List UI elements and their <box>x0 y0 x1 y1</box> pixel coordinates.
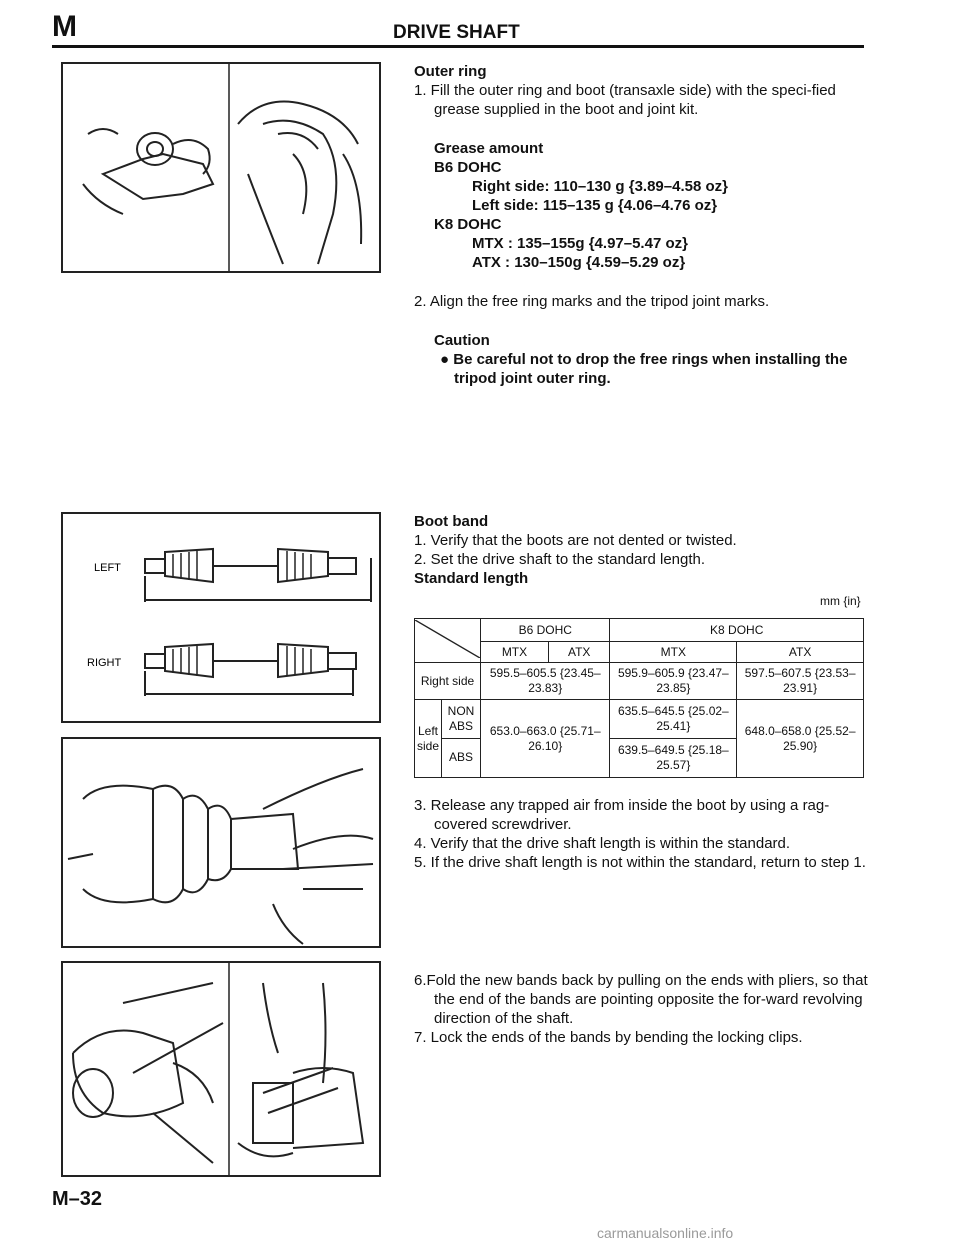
diagonal-line <box>415 620 480 658</box>
cell-right-b6: 595.5–605.5 {23.45–23.83} <box>481 663 610 700</box>
grease-b6-label: B6 DOHC <box>434 159 502 176</box>
caution-body: Be careful not to drop the free rings when installing the tripod joint outer ring. <box>453 351 848 387</box>
cell-left-b6: 653.0–663.0 {25.71–26.10} <box>481 700 610 778</box>
grease-amount-heading: Grease amount <box>434 140 544 157</box>
figure-release-air <box>61 737 381 948</box>
grease-k8-label: K8 DOHC <box>434 216 502 233</box>
cell-right-k8-atx: 597.5–607.5 {23.53–23.91} <box>737 663 864 700</box>
grease-b6-right: Right side: 110–130 g {3.89–4.58 oz} <box>472 178 728 195</box>
col-b6-atx: ATX <box>548 642 610 663</box>
watermark: carmanualsonline.info <box>597 1225 734 1241</box>
boot-band-step-1: 1. Verify that the boots are not dented or twisted. <box>414 532 737 549</box>
boot-band-step-4: 4. Verify that the drive shaft length is within the standard. <box>414 835 791 852</box>
col-b6-mtx: MTX <box>481 642 549 663</box>
row-left-side <box>415 700 442 778</box>
cell-left-k8-mtx-abs: 639.5–649.5 {25.18–25.57} <box>610 738 737 777</box>
grease-k8-atx: ATX : 130–150g {4.59–5.29 oz} <box>472 254 686 271</box>
outer-ring-step-2: 2. Align the free ring marks and the tripod joint marks. <box>414 293 770 310</box>
row-non-abs: NON ABS <box>442 700 481 739</box>
outer-ring-illustration <box>63 64 379 271</box>
left-word: Left <box>418 723 439 738</box>
cell-right-k8-mtx: 595.9–605.9 {23.47–23.85} <box>610 663 737 700</box>
left-label: LEFT <box>94 562 121 574</box>
boot-band-step-3: 3. Release any trapped air from inside the boot by using a rag-covered screwdriver. <box>414 797 830 833</box>
page-title: DRIVE SHAFT <box>393 22 520 43</box>
boot-band-steps-6-7 <box>414 971 869 1047</box>
figure-outer-ring-grease <box>61 62 381 273</box>
boot-band-step-5: 5. If the drive shaft length is not within the standard, return to step 1. <box>414 854 866 871</box>
release-air-illustration <box>63 739 379 946</box>
section-letter: M <box>52 10 78 43</box>
row-right-side: Right side <box>415 663 481 700</box>
outer-ring-heading: Outer ring <box>414 63 487 80</box>
standard-length-heading: Standard length <box>414 570 529 587</box>
col-k8-atx: ATX <box>737 642 864 663</box>
header-rule <box>52 45 864 48</box>
outer-ring-step-1: 1. Fill the outer ring and boot (transaxle side) with the speci-fied grease supplied in the boot and joint kit. <box>414 82 836 118</box>
figure-shaft-lengths <box>61 512 381 723</box>
bullet-icon: ● <box>440 351 454 368</box>
boot-band-steps-3-5 <box>414 796 869 872</box>
cell-left-k8-mtx-non-abs: 635.5–645.5 {25.02–25.41} <box>610 700 737 739</box>
caution-text <box>414 350 869 388</box>
grease-k8-mtx: MTX : 135–155g {4.97–5.47 oz} <box>472 235 688 252</box>
boot-band-step-2: 2. Set the drive shaft to the standard length. <box>414 551 706 568</box>
boot-band-section <box>414 512 869 588</box>
col-k8-mtx: MTX <box>610 642 737 663</box>
outer-ring-section <box>414 62 869 388</box>
grease-b6-left: Left side: 115–135 g {4.06–4.76 oz} <box>472 197 718 214</box>
right-label: RIGHT <box>87 657 122 669</box>
boot-band-step-7: 7. Lock the ends of the bands by bending the locking clips. <box>414 1029 803 1046</box>
boot-band-heading: Boot band <box>414 513 489 530</box>
row-abs: ABS <box>442 738 481 777</box>
side-word: side <box>417 738 440 753</box>
cell-left-k8-atx: 648.0–658.0 {25.52–25.90} <box>737 700 864 778</box>
page-number: M–32 <box>52 1188 103 1210</box>
col-k8-dohc: K8 DOHC <box>610 619 864 642</box>
boot-band-step-6: 6.Fold the new bands back by pulling on the ends with pliers, so that the end of the bands are pointing opposite the for-ward revolving direction of the shaft. <box>414 972 868 1027</box>
fold-bands-illustration <box>63 963 379 1175</box>
standard-length-table <box>414 618 864 778</box>
col-b6-dohc: B6 DOHC <box>481 619 610 642</box>
caution-heading: Caution <box>434 332 490 349</box>
table-corner <box>415 619 481 663</box>
unit-label: mm {in} <box>820 594 861 608</box>
figure-fold-bands <box>61 961 381 1177</box>
shaft-length-illustration <box>63 514 379 721</box>
